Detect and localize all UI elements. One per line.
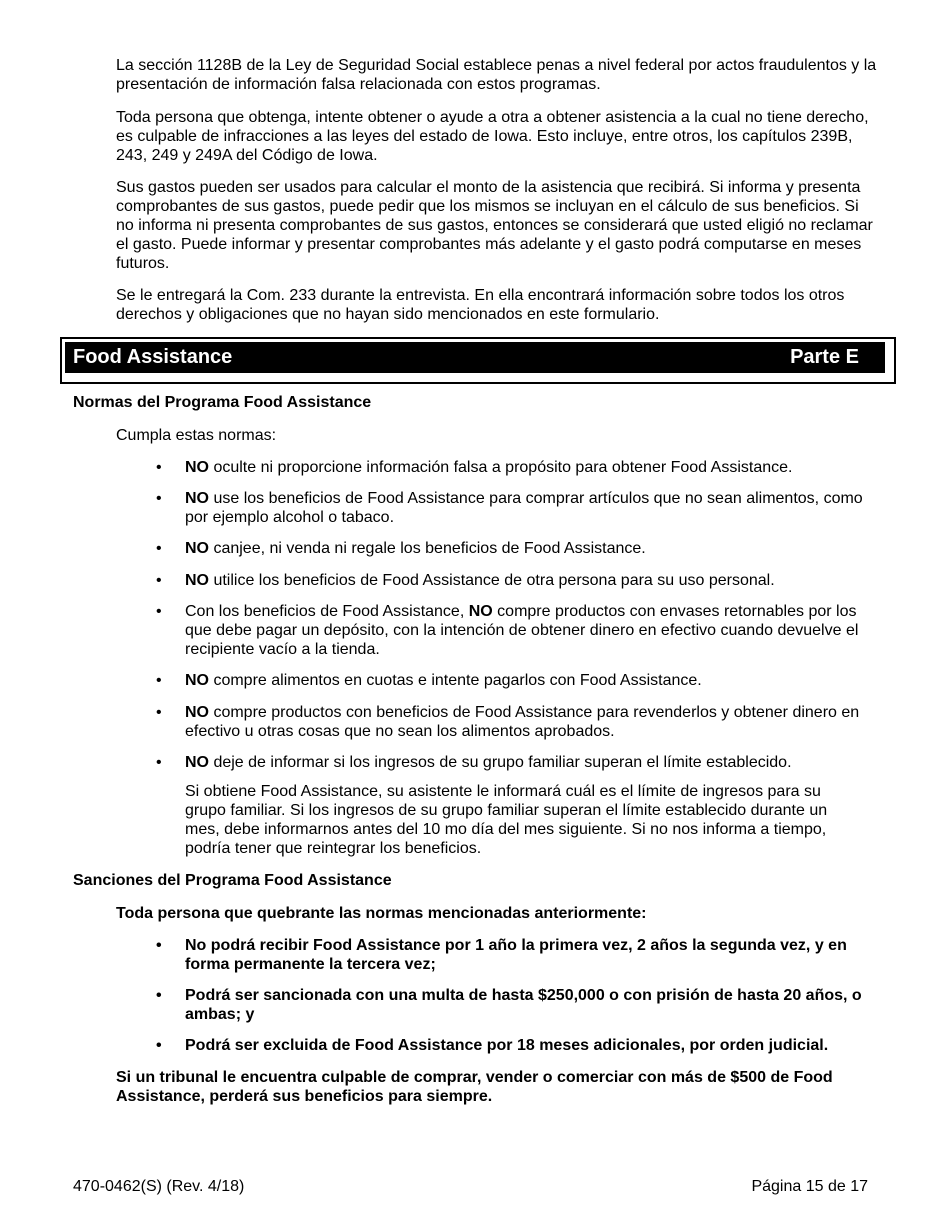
bullet-icon: • <box>156 987 162 1004</box>
section-title: Food Assistance <box>73 346 233 368</box>
rule-text-post: compre productos con envases retornables por los que debe pagar un depósito, con la intención de obtener dinero en efectivo cuando devuelve el recipiente vacío a la tienda. <box>185 603 859 658</box>
rule-text: use los beneficios de Food Assistance para comprar artículos que no sean alimentos, como por ejemplo alcohol o tabaco. <box>185 490 863 526</box>
rule-no-label: NO <box>185 754 209 771</box>
rule-text: compre productos con beneficios de Food Assistance para revenderlos y obtener dinero en efectivo u otras cosas que no sean los alimentos aprobados. <box>185 704 860 740</box>
bullet-icon: • <box>156 490 162 507</box>
intro-paragraph-1: La sección 1128B de la Ley de Seguridad Social establece penas a nivel federal por actos fraudulentos y la presentación de información falsa relacionada con estos programas. <box>116 57 877 93</box>
rule-item-6 <box>116 671 880 690</box>
sanction-text: Podrá ser excluida de Food Assistance por 18 meses adicionales, por orden judicial. <box>185 1037 829 1054</box>
rule-no-label: NO <box>185 490 209 507</box>
bullet-icon: • <box>156 540 162 557</box>
rule-item-5 <box>116 602 880 659</box>
rules-heading: Normas del Programa Food Assistance <box>73 394 372 411</box>
sanction-item-1 <box>116 936 880 974</box>
bullet-icon: • <box>156 937 162 954</box>
rule-no-label: NO <box>185 572 209 589</box>
bullet-icon: • <box>156 603 162 620</box>
sanctions-intro: Toda persona que quebrante las normas mencionadas anteriormente: <box>116 905 647 922</box>
rule-item-4 <box>116 571 880 590</box>
bullet-icon: • <box>156 672 162 689</box>
sanctions-closing: Si un tribunal le encuentra culpable de comprar, vender o comerciar con más de $500 de Food Assistance, perderá sus beneficios para siempre. <box>116 1069 833 1105</box>
bullet-icon: • <box>156 704 162 721</box>
intro-paragraph-4: Se le entregará la Com. 233 durante la entrevista. En ella encontrará información sobre todos los otros derechos y obligaciones que no hayan sido mencionados en este formulario. <box>116 287 845 323</box>
section-header-bar <box>65 342 885 373</box>
rule-item-7 <box>116 703 880 741</box>
intro-paragraph-3: Sus gastos pueden ser usados para calcular el monto de la asistencia que recibirá. Si informa y presenta comprobantes de sus gastos, puede pedir que los mismos se incluyan en el cálculo de sus beneficios. Si no informa ni presenta comprobantes de sus gastos, entonces se considerará que usted eligió no reclamar el gasto. Puede informar y presentar comprobantes más adelante y el gasto podrá computarse en meses futuros. <box>116 179 873 272</box>
rule-text: compre alimentos en cuotas e intente pagarlos con Food Assistance. <box>209 672 702 689</box>
rule-text-pre: Con los beneficios de Food Assistance, <box>185 603 469 620</box>
rule-no-label: NO <box>185 704 209 721</box>
rule-item-1 <box>116 458 880 477</box>
rule-item-2 <box>116 489 880 527</box>
rule-no-label: NO <box>185 540 209 557</box>
sanction-text: Podrá ser sancionada con una multa de hasta $250,000 o con prisión de hasta 20 años, o ambas; y <box>185 987 862 1023</box>
section-part: Parte E <box>790 346 859 368</box>
rule-text: utilice los beneficios de Food Assistance de otra persona para su uso personal. <box>209 572 775 589</box>
rule-text: oculte ni proporcione información falsa a propósito para obtener Food Assistance. <box>209 459 793 476</box>
sanction-item-3 <box>116 1036 880 1055</box>
rule-no-label: NO <box>468 603 493 620</box>
rules-intro: Cumpla estas normas: <box>116 427 277 444</box>
rule-text: deje de informar si los ingresos de su grupo familiar superan el límite establecido. <box>209 754 792 771</box>
footer-form-number: 470-0462(S) (Rev. 4/18) <box>73 1178 245 1195</box>
bullet-icon: • <box>156 754 162 771</box>
rule-no-label: NO <box>185 459 209 476</box>
intro-paragraph-2: Toda persona que obtenga, intente obtener o ayude a otra a obtener asistencia a la cual no tiene derecho, es culpable de infracciones a las leyes del estado de Iowa. Esto incluye, entre otros, los capítulos 239B, 243, 249 y 249A del Código de Iowa. <box>116 109 869 164</box>
footer-page-number: Página 15 de 17 <box>751 1178 868 1195</box>
rule-item-8 <box>116 753 880 772</box>
sanction-text: No podrá recibir Food Assistance por 1 año la primera vez, 2 años la segunda vez, y en forma permanente la tercera vez; <box>185 937 847 973</box>
rules-income-note: Si obtiene Food Assistance, su asistente le informará cuál es el límite de ingresos para su grupo familiar. Si los ingresos de su grupo familiar superan el límite establecido durante un mes, debe informarnos antes del 10 mo día del mes siguiente. Si no nos informa a tiempo, podría tener que reintegrar los beneficios. <box>185 783 828 857</box>
bullet-icon: • <box>156 459 162 476</box>
section-header-frame <box>60 337 896 384</box>
rule-item-3 <box>116 539 880 558</box>
sanctions-heading: Sanciones del Programa Food Assistance <box>73 872 392 889</box>
rule-no-label: NO <box>185 672 209 689</box>
sanction-item-2 <box>116 986 880 1024</box>
bullet-icon: • <box>156 1037 162 1054</box>
rule-text: canjee, ni venda ni regale los beneficios de Food Assistance. <box>209 540 646 557</box>
bullet-icon: • <box>156 572 162 589</box>
